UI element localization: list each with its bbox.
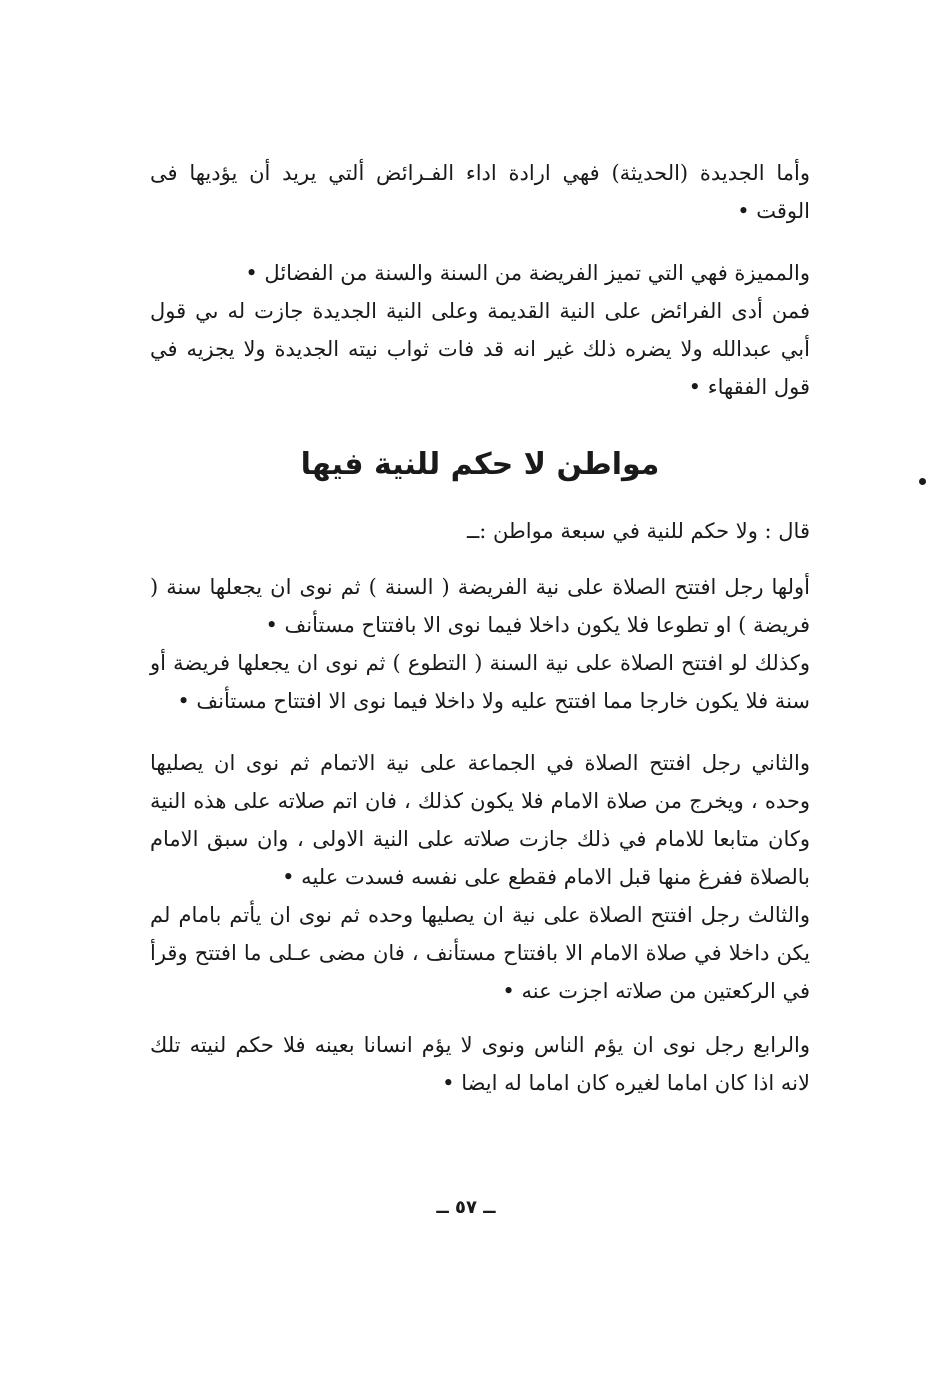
top-text-block xyxy=(150,154,810,406)
paragraph-fourth-case: والرابع رجل نوى ان يؤم الناس ونوى لا يؤم انسانا بعينه فلا حكم لنيته تلك لانه اذا كان اماما لغيره كان اماما له ايضا • xyxy=(150,1033,810,1095)
paragraph-third-case: والثالث رجل افتتح الصلاة على نية ان يصليها وحده ثم نوى ان يأتم بامام لم يكن داخلا في صلاة الامام الا بافتتاح مستأنف ، فان مضى عـلى ما افتتح وقرأ في الركعتين من صلاته اجزت عنه • xyxy=(150,903,810,1003)
page-number: ــ ٥٧ ــ xyxy=(436,1197,496,1218)
paragraph-new-intention: وأما الجديدة (الحديثة) فهي ارادة اداء الفـرائض ألتي يريد أن يؤديها فى الوقت • xyxy=(150,161,810,223)
paragraph-performing-obligations: فمن أدى الفرائض على النية القديمة وعلى النية الجديدة جازت له ىي قول أبي عبدالله ولا يضره ذلك غير انه قد فات ثواب نيته الجديدة ولا يجزيه في قول الفقهاء • xyxy=(150,299,810,399)
paragraph-intro: قال : ولا حكم للنية في سبعة مواطن :ــ xyxy=(466,519,810,543)
paragraph-distinguishing-intention: والمميزة فهي التي تميز الفريضة من السنة والسنة من الفضائل • xyxy=(245,261,810,285)
paragraph-first-case-continued: وكذلك لو افتتح الصلاة على نية السنة ( التطوع ) ثم نوى ان يجعلها فريضة أو سنة فلا يكون خارجا مما افتتح عليه ولا داخلا فيما نوى الا افتتاح مستأنف • xyxy=(150,651,810,713)
paragraph-first-case: أولها رجل افتتح الصلاة على نية الفريضة ( السنة ) ثم نوى ان يجعلها سنة ( فريضة ) او تطوعا فلا يكون داخلا فيما نوى الا بافتتاح مستأنف • xyxy=(150,575,810,637)
paragraph-second-case: والثاني رجل افتتح الصلاة في الجماعة على نية الاتمام ثم نوى ان يصليها وحده ، ويخرج من صلاة الامام فلا يكون كذلك ، فان اتم صلاته على هذه النية وكان متابعا للامام في ذلك جازت صلاته على النية الاولى ، وان سبق الامام بالصلاة ففرغ منها قبل الامام فقطع على نفسه فسدت عليه • xyxy=(150,751,810,889)
margin-mark xyxy=(919,478,926,485)
bottom-text-block xyxy=(150,512,810,1102)
section-heading: مواطن لا حكم للنية فيها xyxy=(300,447,660,482)
